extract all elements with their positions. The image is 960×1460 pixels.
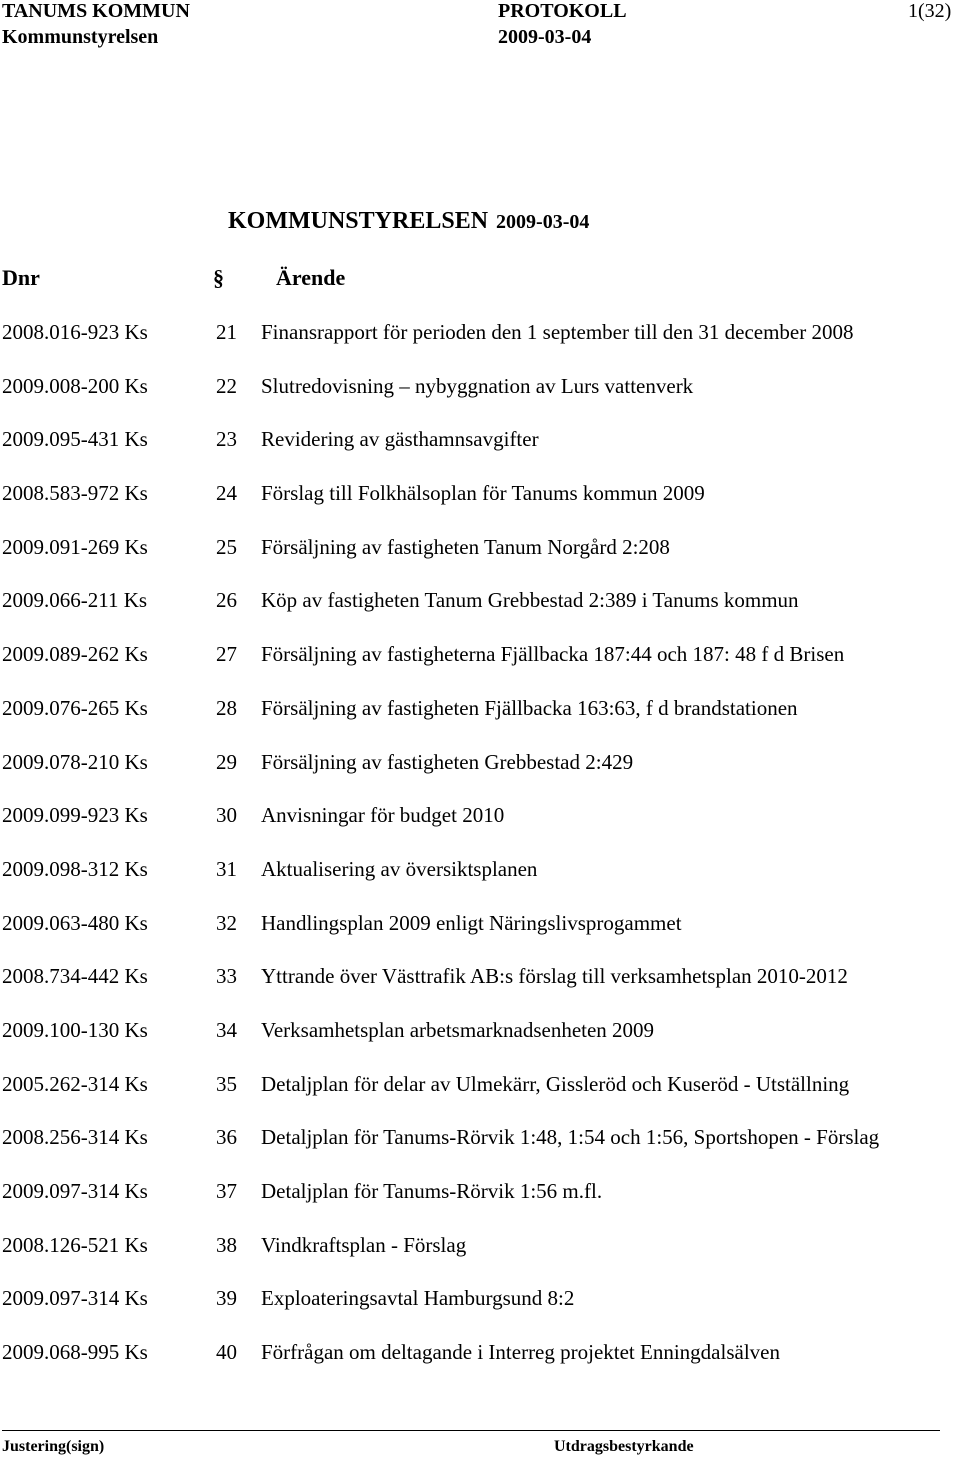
item-dnr: 2009.068-995 Ks bbox=[2, 1340, 148, 1365]
list-item bbox=[0, 1225, 960, 1279]
item-number: 24 bbox=[216, 481, 237, 506]
item-title: Försäljning av fastigheten Tanum Norgård 2:208 bbox=[261, 534, 670, 559]
item-title: Finansrapport för perioden den 1 september till den 31 december 2008 bbox=[261, 320, 854, 344]
item-dnr: 2009.066-211 Ks bbox=[2, 588, 148, 613]
item-number: 32 bbox=[216, 910, 237, 935]
item-title: Försäljning av fastigheterna Fjällbacka 187:44 och 187: 48 f d Brisen bbox=[261, 642, 845, 667]
column-header-dnr: Dnr bbox=[2, 265, 40, 290]
header-org: TANUMS KOMMUN bbox=[2, 0, 190, 22]
item-title: Förslag till Folkhälsoplan för Tanums kommun 2009 bbox=[261, 481, 705, 506]
item-number: 26 bbox=[216, 588, 237, 613]
item-title: Förfrågan om deltagande i Interreg projektet Enningdalsälven bbox=[261, 1340, 780, 1365]
list-item bbox=[0, 312, 960, 366]
list-item bbox=[0, 742, 960, 796]
list-item bbox=[0, 1010, 960, 1064]
footer-divider bbox=[2, 1430, 940, 1431]
agenda-list bbox=[0, 312, 960, 1386]
list-item bbox=[0, 903, 960, 957]
item-number: 38 bbox=[216, 1232, 237, 1257]
list-item bbox=[0, 688, 960, 742]
item-dnr: 2008.583-972 Ks bbox=[2, 481, 148, 506]
item-number: 28 bbox=[216, 695, 237, 720]
list-item bbox=[0, 527, 960, 581]
item-number: 39 bbox=[216, 1286, 237, 1311]
page-title bbox=[228, 206, 589, 237]
item-title: Försäljning av fastigheten Grebbestad 2:429 bbox=[261, 749, 634, 774]
item-title: Verksamhetsplan arbetsmarknadsenheten 2009 bbox=[261, 1017, 655, 1042]
item-title: Slutredovisning – nybyggnation av Lurs vattenverk bbox=[261, 373, 694, 398]
item-dnr: 2009.063-480 Ks bbox=[2, 910, 148, 935]
item-number: 36 bbox=[216, 1125, 237, 1150]
item-title: Anvisningar för budget 2010 bbox=[261, 803, 505, 828]
item-title: Försäljning av fastigheten Fjällbacka 163:63, f d brandstationen bbox=[261, 695, 798, 720]
item-title: Detaljplan för Tanums-Rörvik 1:48, 1:54 och 1:56, Sportshopen - Förslag bbox=[261, 1125, 880, 1150]
item-title: Detaljplan för Tanums-Rörvik 1:56 m.fl. bbox=[261, 1179, 603, 1203]
item-dnr: 2009.097-314 Ks bbox=[2, 1179, 148, 1203]
item-dnr: 2009.095-431 Ks bbox=[2, 427, 148, 452]
item-dnr: 2008.256-314 Ks bbox=[2, 1125, 148, 1150]
item-dnr: 2009.008-200 Ks bbox=[2, 373, 148, 398]
item-number: 22 bbox=[216, 373, 237, 398]
column-header-section: § bbox=[213, 265, 224, 290]
footer-signature-label: Justering(sign) bbox=[2, 1438, 105, 1455]
item-number: 23 bbox=[216, 427, 237, 452]
item-title: Yttrande över Västtrafik AB:s förslag till verksamhetsplan 2010-2012 bbox=[261, 964, 848, 989]
item-dnr: 2008.734-442 Ks bbox=[2, 964, 148, 989]
page-header bbox=[0, 0, 960, 56]
item-dnr: 2005.262-314 Ks bbox=[2, 1071, 148, 1096]
list-item bbox=[0, 473, 960, 527]
item-title: Aktualisering av översiktsplanen bbox=[261, 856, 538, 881]
list-item bbox=[0, 419, 960, 473]
column-header-arende: Ärende bbox=[276, 265, 346, 290]
item-dnr: 2009.076-265 Ks bbox=[2, 695, 148, 720]
header-body: Kommunstyrelsen bbox=[2, 26, 159, 48]
list-item bbox=[0, 1171, 960, 1225]
page-title-text: KOMMUNSTYRELSEN bbox=[228, 208, 489, 234]
page-title-date: 2009-03-04 bbox=[496, 211, 590, 233]
list-item bbox=[0, 634, 960, 688]
list-item bbox=[0, 1332, 960, 1386]
header-date: 2009-03-04 bbox=[498, 26, 592, 48]
list-item bbox=[0, 366, 960, 420]
list-item bbox=[0, 956, 960, 1010]
item-number: 25 bbox=[216, 534, 237, 559]
item-title: Exploateringsavtal Hamburgsund 8:2 bbox=[261, 1286, 575, 1311]
item-title: Revidering av gästhamnsavgifter bbox=[261, 427, 539, 452]
item-dnr: 2009.091-269 Ks bbox=[2, 534, 148, 559]
list-item bbox=[0, 1117, 960, 1171]
item-title: Handlingsplan 2009 enligt Näringslivsprogammet bbox=[261, 910, 682, 935]
item-dnr: 2009.089-262 Ks bbox=[2, 642, 148, 667]
item-number: 31 bbox=[216, 856, 237, 881]
item-number: 29 bbox=[216, 749, 237, 774]
item-number: 27 bbox=[216, 642, 237, 667]
item-dnr: 2009.097-314 Ks bbox=[2, 1286, 148, 1311]
header-doc-type: PROTOKOLL bbox=[498, 0, 627, 22]
list-item bbox=[0, 795, 960, 849]
list-item bbox=[0, 580, 960, 634]
item-number: 40 bbox=[216, 1340, 237, 1365]
item-number: 30 bbox=[216, 803, 237, 828]
list-item bbox=[0, 1278, 960, 1332]
item-dnr: 2009.098-312 Ks bbox=[2, 856, 148, 881]
item-number: 37 bbox=[216, 1179, 237, 1203]
item-number: 34 bbox=[216, 1017, 237, 1042]
item-dnr: 2008.126-521 Ks bbox=[2, 1232, 148, 1257]
item-number: 33 bbox=[216, 964, 237, 989]
item-number: 21 bbox=[216, 320, 237, 344]
item-title: Detaljplan för delar av Ulmekärr, Gissleröd och Kuseröd - Utställning bbox=[261, 1071, 850, 1096]
item-dnr: 2009.099-923 Ks bbox=[2, 803, 148, 828]
list-item bbox=[0, 1064, 960, 1118]
item-dnr: 2008.016-923 Ks bbox=[2, 320, 148, 344]
item-title: Vindkraftsplan - Förslag bbox=[261, 1232, 467, 1257]
header-page-number: 1(32) bbox=[908, 0, 952, 22]
item-number: 35 bbox=[216, 1071, 237, 1096]
list-item bbox=[0, 849, 960, 903]
footer-extract-label: Utdragsbestyrkande bbox=[554, 1438, 694, 1455]
item-dnr: 2009.078-210 Ks bbox=[2, 749, 148, 774]
item-title: Köp av fastigheten Tanum Grebbestad 2:389 i Tanums kommun bbox=[261, 588, 799, 613]
item-dnr: 2009.100-130 Ks bbox=[2, 1017, 148, 1042]
